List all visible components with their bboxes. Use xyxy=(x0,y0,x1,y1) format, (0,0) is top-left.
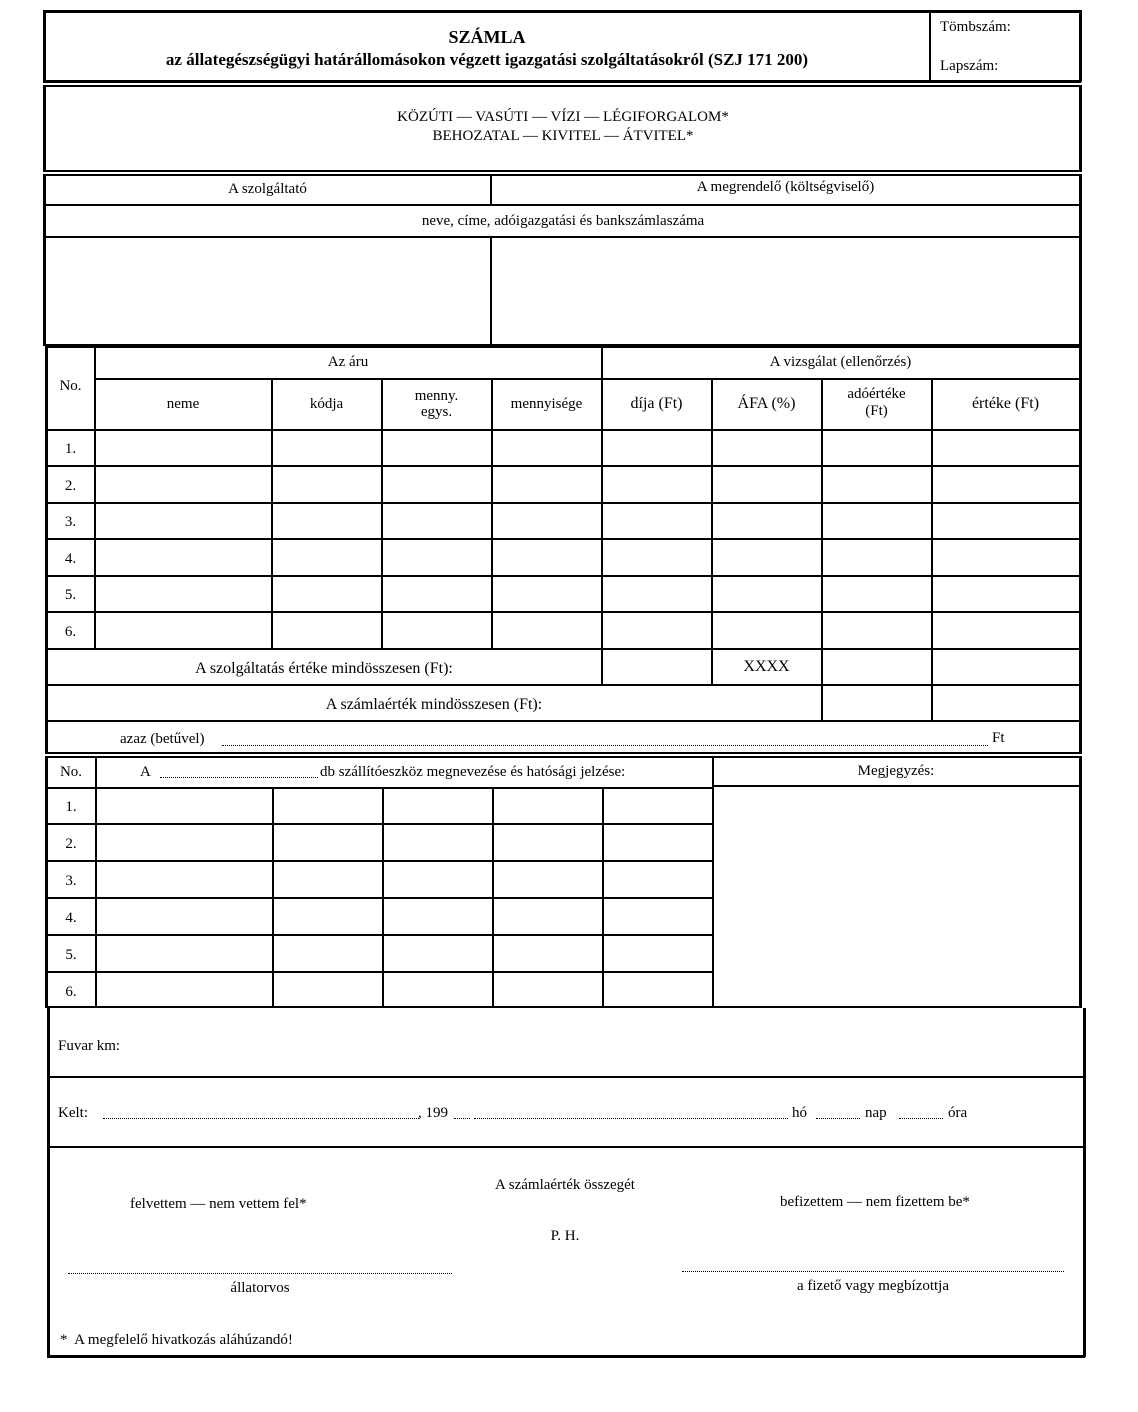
kelt-place-field[interactable] xyxy=(103,1118,419,1119)
day-label: nap xyxy=(865,1105,887,1121)
remarks-field[interactable] xyxy=(714,787,1079,1006)
day-field[interactable] xyxy=(816,1118,860,1119)
goods-row-number: 6. xyxy=(64,624,77,640)
goods-row-number: 1. xyxy=(64,441,77,457)
afa-xxxx-marker: XXXX xyxy=(743,658,790,675)
service-total-label: A szolgáltatás értéke mindösszesen (Ft): xyxy=(195,660,453,677)
fuvar-km-field[interactable] xyxy=(130,1030,1070,1060)
lapszam-label: Lapszám: xyxy=(940,58,999,74)
kelt-label: Kelt: xyxy=(58,1105,88,1121)
direction-line: BEHOZATAL — KIVITEL — ÁTVITEL* xyxy=(432,128,694,144)
vehicle-row-number: 2. xyxy=(65,836,77,852)
month-field[interactable] xyxy=(474,1118,788,1119)
col-header-afa: ÁFA (%) xyxy=(737,395,796,412)
provider-details-field[interactable] xyxy=(46,238,490,344)
vehicle-row-number: 4. xyxy=(65,910,77,926)
in-words-label: azaz (betűvel) xyxy=(120,731,205,747)
vehicle-count-field[interactable] xyxy=(160,777,318,778)
amount-label: A számlaérték összegét xyxy=(495,1177,635,1193)
traffic-mode-line: KÖZÚTI — VASÚTI — VÍZI — LÉGIFORGALOM* xyxy=(397,109,729,125)
goods-row-number: 4. xyxy=(64,551,77,567)
customer-details-field[interactable] xyxy=(492,238,1079,344)
goods-row-number: 2. xyxy=(64,478,77,494)
invoice-total-label: A számlaérték mindösszesen (Ft): xyxy=(325,696,543,713)
goods-row-number: 5. xyxy=(64,587,77,603)
form-subtitle: az állategészségügyi határállomásokon végzett igazgatási szolgáltatásokról (SZJ 171 200) xyxy=(165,50,809,69)
vet-label: állatorvos xyxy=(230,1280,290,1296)
provider-header: A szolgáltató xyxy=(228,181,307,197)
vehicle-row-number: 6. xyxy=(65,984,77,1000)
goods-header: Az áru xyxy=(327,354,369,370)
col-header-menny-egys: menny. egys. xyxy=(414,388,459,420)
vehicle-row-number: 3. xyxy=(65,873,77,889)
col-header-neme: neme xyxy=(166,396,200,412)
inspection-header: A vizsgálat (ellenőrzés) xyxy=(769,354,912,370)
goods-no-header: No. xyxy=(59,378,82,394)
footnote: * A megfelelő hivatkozás aláhúzandó! xyxy=(60,1332,293,1348)
payer-label: a fizető vagy megbízottja xyxy=(796,1278,950,1294)
col-header-dija: díja (Ft) xyxy=(630,395,683,412)
hour-label: óra xyxy=(948,1105,968,1121)
hour-field[interactable] xyxy=(899,1118,943,1119)
form-title: SZÁMLA xyxy=(448,27,526,47)
year-field[interactable] xyxy=(454,1118,470,1119)
year-label: , 199 xyxy=(418,1105,448,1121)
remarks-header: Megjegyzés: xyxy=(857,763,935,779)
received-option[interactable]: felvettem — nem vettem fel* xyxy=(130,1196,307,1212)
in-words-field[interactable] xyxy=(222,745,988,746)
vehicle-row-number: 5. xyxy=(65,947,77,963)
party-details-header: neve, címe, adóigazgatási és bankszámlaszáma xyxy=(421,213,705,229)
vehicle-header: db szállítóeszköz megnevezése és hatósági jelzése: xyxy=(320,764,626,780)
col-header-mennyisege: mennyisége xyxy=(510,396,583,412)
customer-header: A megrendelő (költségviselő) xyxy=(696,179,875,195)
ft-label: Ft xyxy=(992,730,1005,746)
vehicle-a-label: A xyxy=(140,764,151,780)
stamp-label: P. H. xyxy=(550,1228,580,1244)
col-header-adoerteke: adóértéke (Ft) xyxy=(847,386,906,419)
vehicle-no-header: No. xyxy=(59,764,83,780)
tombszam-label: Tömbszám: xyxy=(940,19,1011,35)
goods-row-number: 3. xyxy=(64,514,77,530)
col-header-erteke: értéke (Ft) xyxy=(971,395,1040,412)
vet-signature-line[interactable] xyxy=(68,1273,452,1274)
fuvar-km-label: Fuvar km: xyxy=(58,1038,121,1054)
payer-signature-line[interactable] xyxy=(682,1271,1064,1272)
vehicle-row-number: 1. xyxy=(65,799,77,815)
col-header-kodja: kódja xyxy=(309,396,344,412)
month-label: hó xyxy=(792,1105,807,1121)
paid-option[interactable]: befizettem — nem fizettem be* xyxy=(780,1194,970,1210)
